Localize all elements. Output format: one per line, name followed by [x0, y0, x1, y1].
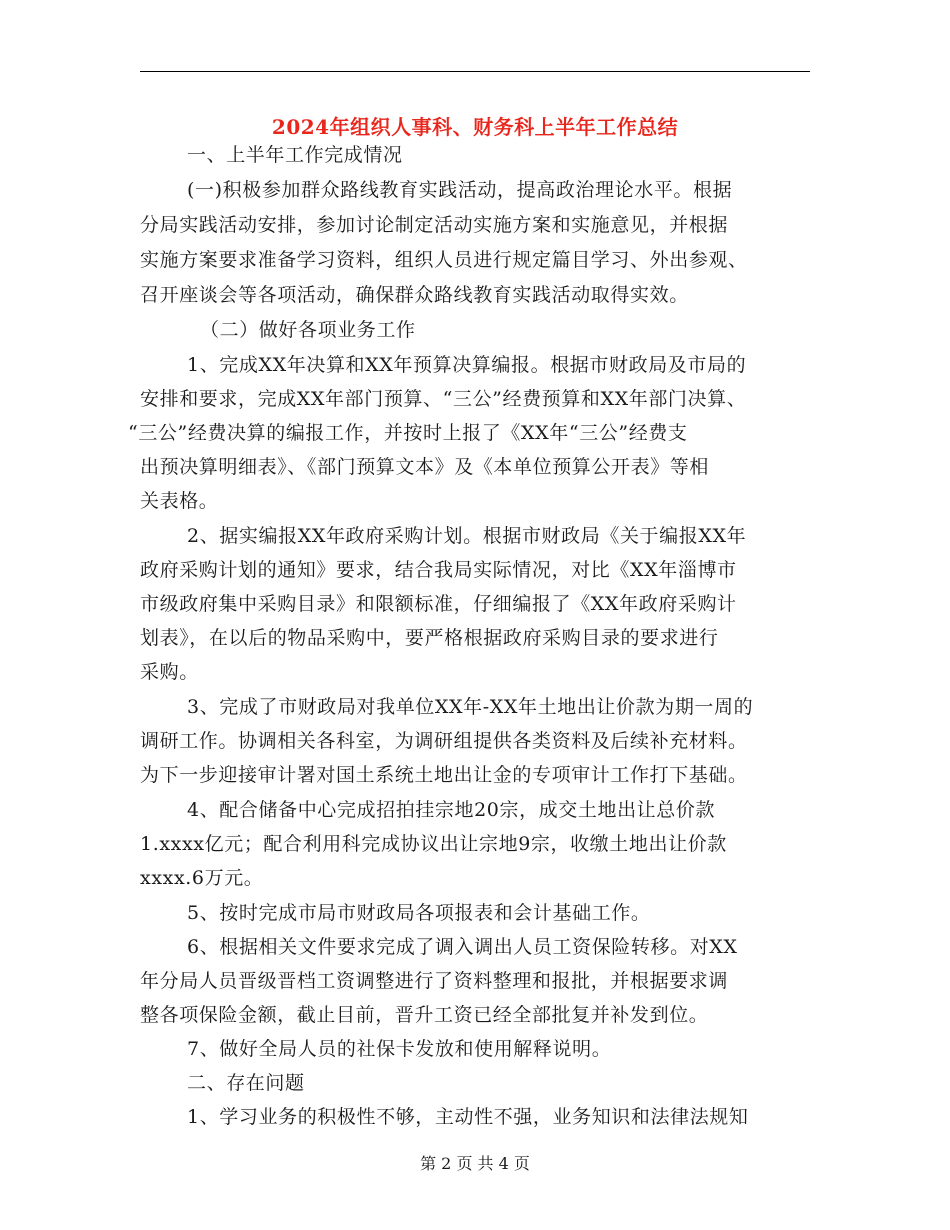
paragraph-line: 为下一步迎接审计署对国土系统土地出让金的专项审计工作打下基础。	[140, 764, 748, 786]
section-heading-2: 二、存在问题	[187, 1072, 305, 1094]
paragraph-line: 1、学习业务的积极性不够，主动性不强，业务知识和法律法规知	[187, 1106, 749, 1128]
paragraph-line: (一)积极参加群众路线教育实践活动，提高政治理论水平。根据	[187, 179, 733, 201]
section-heading-1: 一、上半年工作完成情况	[187, 144, 403, 166]
page-number: 第 2 页 共 4 页	[420, 1154, 530, 1173]
document-title: 2024年组织人事科、财务科上半年工作总结	[271, 115, 679, 139]
paragraph-line: 关表格。	[140, 490, 219, 512]
paragraph-line: 7、做好全局人员的社保卡发放和使用解释说明。	[187, 1038, 612, 1060]
paragraph-line: 5、按时完成市局市财政局各项报表和会计基础工作。	[187, 902, 651, 924]
paragraph-line: 市级政府集中采购目录》和限额标准，仔细编报了《XX年政府采购计	[140, 593, 737, 615]
paragraph-line: 1.xxxx亿元；配合利用科完成协议出让宗地9宗，收缴土地出让价款	[140, 833, 727, 855]
paragraph-line: 政府采购计划的通知》要求，结合我局实际情况，对比《XX年淄博市	[140, 559, 737, 581]
paragraph-line: 调研工作。协调相关各科室，为调研组提供各类资料及后续补充材料。	[140, 730, 748, 752]
header-rule	[140, 71, 810, 72]
paragraph-line: 整各项保险金额，截止目前，晋升工资已经全部批复并补发到位。	[140, 1004, 709, 1026]
paragraph-line: 召开座谈会等各项活动，确保群众路线教育实践活动取得实效。	[140, 284, 689, 306]
paragraph-line: 分局实践活动安排，参加讨论制定活动实施方案和实施意见，并根据	[140, 214, 729, 236]
paragraph-line: 划表》，在以后的物品采购中，要严格根据政府采购目录的要求进行	[140, 627, 719, 649]
paragraph-line: 出预决算明细表》、《部门预算文本》及《本单位预算公开表》等相	[140, 456, 710, 478]
paragraph-line: 4、配合储备中心完成招拍挂宗地20宗，成交土地出让总价款	[187, 799, 716, 821]
subsection-heading: （二）做好各项业务工作	[200, 319, 416, 341]
paragraph-line: 安排和要求，完成XX年部门预算、“三公”经费预算和XX年部门决算、	[140, 388, 747, 410]
paragraph-line: 实施方案要求准备学习资料，组织人员进行规定篇目学习、外出参观、	[140, 249, 748, 271]
paragraph-line: 6、根据相关文件要求完成了调入调出人员工资保险转移。对XX	[187, 936, 738, 958]
paragraph-line: 年分局人员晋级晋档工资调整进行了资料整理和报批，并根据要求调	[140, 970, 729, 992]
paragraph-line: “三公”经费决算的编报工作，并按时上报了《XX年“三公”经费支	[128, 422, 688, 444]
paragraph-line: 2、据实编报XX年政府采购计划。根据市财政局《关于编报XX年	[187, 525, 747, 547]
paragraph-line: 1、完成XX年决算和XX年预算决算编报。根据市财政局及市局的	[187, 354, 747, 376]
paragraph-line: 3、完成了市财政局对我单位XX年-XX年土地出让价款为期一周的	[187, 696, 754, 718]
paragraph-line: 采购。	[140, 661, 199, 683]
paragraph-line: xxxx.6万元。	[140, 867, 264, 889]
